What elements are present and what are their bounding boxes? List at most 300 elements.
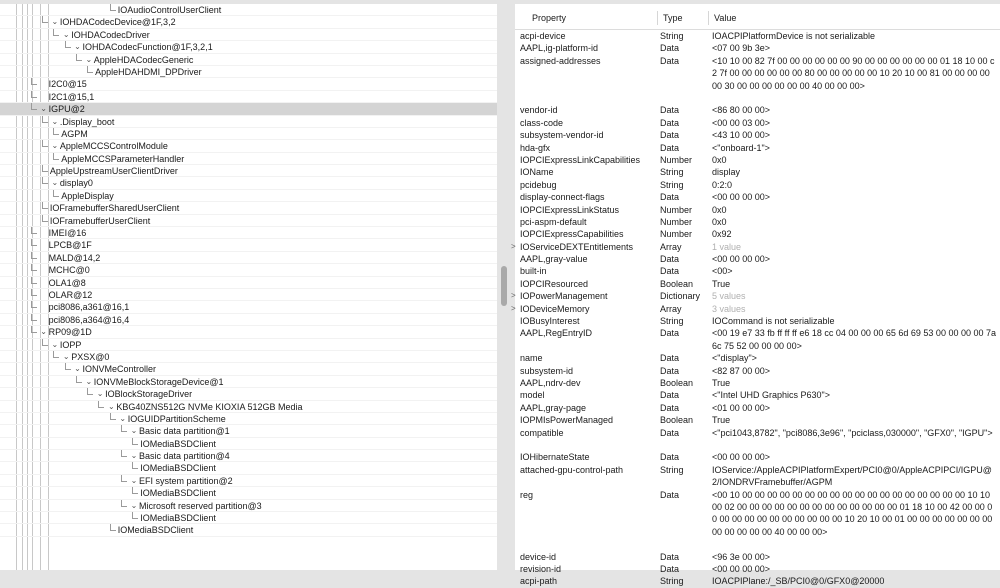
property-type: Data (660, 105, 680, 116)
disclosure-expanded-icon[interactable]: ⌄ (40, 327, 47, 337)
tree-row[interactable] (0, 314, 497, 326)
properties-table (511, 30, 1000, 588)
property-row[interactable] (515, 253, 1000, 265)
tree-connector-icon (120, 425, 129, 437)
tree-connector-icon (97, 401, 106, 413)
tree-row[interactable] (0, 524, 497, 536)
tree-node-label: IGPU@2 (48, 104, 85, 115)
tree-node-label: IONVMeController (82, 364, 157, 375)
tree-connector-icon (41, 140, 50, 152)
property-name-text: pcidebug (520, 179, 557, 190)
property-name-text: IOPCIExpressLinkCapabilities (520, 154, 641, 165)
property-name-text: device-id (520, 551, 557, 562)
tree-connector-icon (30, 277, 39, 289)
property-row[interactable] (515, 575, 1000, 587)
tree-node-label: IOGUIDPartitionScheme (127, 413, 226, 424)
property-row[interactable] (515, 166, 1000, 178)
tree-row[interactable] (0, 401, 497, 413)
column-header-type[interactable]: Type (663, 13, 683, 23)
property-type: Data (660, 130, 680, 141)
property-value: <10 10 00 82 7f 00 00 00 00 00 00 90 00 00 00 00 00 00 01 18 10 00 c2 7f 00 00 00 00 00 00 80 00 00 00 00 00 10 20 10 00 81 00 00 00 00 00 30 00 00 00 00 00 00 40 00 00 00> (712, 55, 995, 91)
tree-node-label: MCHC@0 (48, 265, 90, 276)
tree-node-label: AppleMCCSControlModule (59, 141, 168, 152)
tree-row[interactable] (0, 339, 497, 351)
property-name-text: IOPCIExpressCapabilities (520, 229, 624, 240)
tree-node-label: display0 (59, 178, 93, 189)
tree-node-label: AppleHDAHDMI_DPDriver (95, 66, 202, 77)
chevron-right-icon[interactable]: > (511, 303, 516, 313)
tree-row[interactable] (0, 116, 497, 128)
property-row[interactable] (515, 551, 1000, 563)
disclosure-expanded-icon[interactable]: ⌄ (51, 116, 59, 126)
property-type: Boolean (660, 278, 694, 289)
tree-node-label: IOFramebufferUserClient (49, 215, 151, 226)
property-type: Array (660, 303, 682, 314)
tree-node-label: AppleMCCSParameterHandler (61, 153, 185, 164)
tree-row[interactable] (0, 215, 497, 227)
property-type: Data (660, 353, 680, 364)
property-value: 0x0 (712, 204, 727, 215)
property-row[interactable] (515, 204, 1000, 216)
tree-row[interactable] (0, 425, 497, 437)
property-name-text: class-code (520, 117, 564, 128)
tree-node-label: pci8086,a361@16,1 (48, 302, 130, 313)
property-type: String (660, 179, 684, 190)
disclosure-expanded-icon[interactable]: ⌄ (85, 376, 93, 386)
property-name (520, 563, 652, 575)
tree-connector-icon (30, 289, 39, 301)
property-type: Number (660, 204, 693, 215)
column-header-value[interactable]: Value (714, 13, 737, 23)
disclosure-expanded-icon[interactable]: ⌄ (51, 141, 59, 151)
tree-row[interactable] (0, 252, 497, 264)
tree-connector-icon (52, 351, 61, 363)
tree-connector-icon (30, 239, 39, 251)
property-row[interactable] (515, 352, 1000, 364)
property-value: True (712, 415, 731, 426)
tree-row[interactable] (0, 165, 497, 177)
property-value: <00 00 00 00> (712, 192, 771, 203)
tree-row[interactable] (0, 500, 497, 512)
property-value: <00> (712, 266, 733, 277)
property-type: Number (660, 154, 693, 165)
property-name (520, 129, 652, 141)
tree-row[interactable] (0, 487, 497, 499)
property-value: IOService:/AppleACPIPlatformExpert/PCI0@0/AppleACPIPCI/IGPU@2/IONDRVFramebuffer/AGPM (712, 464, 992, 488)
property-row[interactable] (515, 451, 1000, 463)
property-value: <01 00 00 00> (712, 402, 771, 413)
tree-connector-icon (131, 462, 140, 474)
property-name (520, 427, 652, 439)
property-name-text: IOPCIExpressLinkStatus (520, 204, 620, 215)
tree-node-label: AppleHDACodecGeneric (93, 54, 194, 65)
disclosure-expanded-icon[interactable]: ⌄ (119, 413, 127, 423)
property-value: <00 10 00 00 00 00 00 00 00 00 00 00 00 00 00 00 00 00 00 00 10 10 00 02 00 00 00 00 00 00 00 00 00 00 00 00 00 01 18 10 00 42 00 00 00 00 00 00 00 00 00 00 00 00 00 10 20 10 00 01 00 00 00 00 00 00 00 00 00 00 00 00 40 00 00 00> (712, 489, 993, 537)
tree-connector-icon (120, 500, 129, 512)
tree-node-label: IONVMeBlockStorageDevice@1 (93, 376, 224, 387)
property-row[interactable] (515, 315, 1000, 327)
property-type: Data (660, 402, 680, 413)
property-row[interactable] (515, 464, 1000, 489)
property-name (520, 389, 652, 401)
property-row[interactable] (511, 241, 1000, 253)
property-row[interactable] (515, 265, 1000, 277)
tree-row[interactable] (0, 326, 497, 338)
property-name-text: name (520, 353, 543, 364)
property-value: <86 80 00 00> (712, 105, 771, 116)
tree-node-label: IOHDACodecFunction@1F,3,2,1 (82, 42, 213, 53)
property-value: <00 00 00 00> (712, 254, 771, 265)
tree-row[interactable] (0, 54, 497, 66)
property-row[interactable] (511, 303, 1000, 315)
property-type: String (660, 464, 684, 475)
tree-node-label: EFI system partition@2 (139, 475, 233, 486)
tree-connector-icon (52, 153, 61, 165)
property-row[interactable] (515, 30, 1000, 42)
tree-row[interactable] (0, 301, 497, 313)
tree-node-label: IOHDACodecDevice@1F,3,2 (59, 17, 176, 28)
property-name-text: pci-aspm-default (520, 216, 587, 227)
tree-row[interactable] (0, 66, 497, 78)
property-name-text: IOPCIResourced (520, 278, 589, 289)
property-type: Data (660, 142, 680, 153)
tree-connector-icon (30, 227, 39, 239)
scrollbar-thumb[interactable] (501, 266, 507, 306)
property-type: Boolean (660, 377, 694, 388)
tree-connector-icon (41, 116, 50, 128)
tree-row[interactable] (0, 4, 497, 16)
disclosure-expanded-icon[interactable]: ⌄ (51, 17, 59, 27)
tree-connector-icon (41, 177, 50, 189)
disclosure-expanded-icon[interactable]: ⌄ (74, 364, 81, 374)
registry-tree-pane[interactable] (0, 4, 497, 570)
tree-connector-icon (109, 413, 118, 425)
tree-row[interactable] (0, 438, 497, 450)
disclosure-expanded-icon[interactable]: ⌄ (74, 42, 81, 52)
tree-row[interactable] (0, 41, 497, 53)
tree-row[interactable] (0, 29, 497, 41)
property-type: Data (660, 266, 680, 277)
property-name (520, 278, 652, 290)
property-name (520, 265, 652, 277)
tree-connector-icon (86, 66, 95, 78)
property-name-text: IOHibernateState (520, 452, 590, 463)
tree-row[interactable] (0, 239, 497, 251)
property-name (511, 290, 652, 302)
tree-connector-icon (30, 252, 39, 264)
property-value: 5 values (712, 291, 746, 302)
property-value: 0x92 (712, 229, 732, 240)
property-value: display (712, 167, 741, 178)
property-name (520, 327, 652, 339)
property-type: Data (660, 390, 680, 401)
property-value: 0x0 (712, 216, 727, 227)
tree-node-label: RP09@1D (48, 327, 92, 338)
tree-connector-icon (41, 16, 50, 28)
property-row[interactable] (515, 377, 1000, 389)
tree-node-label: KBG40ZNS512G NVMe KIOXIA 512GB Media (116, 401, 303, 412)
property-name-text: built-in (520, 266, 547, 277)
property-name (520, 414, 652, 426)
tree-row[interactable] (0, 177, 497, 189)
tree-node-label: OLA1@8 (48, 277, 86, 288)
property-row[interactable] (515, 414, 1000, 426)
property-row[interactable] (515, 365, 1000, 377)
tree-connector-icon (52, 29, 61, 41)
tree-connector-icon (41, 339, 50, 351)
property-name (520, 253, 652, 265)
tree-connector-icon (30, 326, 39, 338)
property-name-text: IOPowerManagement (520, 291, 608, 302)
property-name (520, 377, 652, 389)
property-value: <07 00 9b 3e> (712, 43, 771, 54)
tree-row[interactable] (0, 103, 497, 115)
tree-connector-icon (64, 363, 73, 375)
tree-row[interactable] (0, 202, 497, 214)
property-row[interactable] (515, 389, 1000, 401)
property-name-text: AAPL,ndrv-dev (520, 377, 581, 388)
property-row[interactable] (515, 402, 1000, 414)
tree-node-label: Microsoft reserved partition@3 (139, 500, 262, 511)
property-value: 3 values (712, 303, 746, 314)
tree-node-label: Basic data partition@4 (139, 451, 230, 462)
property-value: 0:2:0 (712, 179, 733, 190)
chevron-right-icon[interactable]: > (511, 291, 516, 301)
property-value: <00 00 00 00> (712, 452, 771, 463)
property-value: <43 10 00 00> (712, 130, 771, 141)
tree-connector-icon (41, 215, 50, 227)
property-name (520, 551, 652, 563)
property-type: Number (660, 229, 693, 240)
tree-row[interactable] (0, 190, 497, 202)
tree-connector-icon (30, 314, 39, 326)
property-name (520, 575, 652, 587)
property-row[interactable] (515, 228, 1000, 240)
property-name (520, 489, 652, 501)
registry-tree (0, 4, 497, 537)
tree-connector-icon (75, 54, 84, 66)
tree-row[interactable] (0, 16, 497, 28)
tree-row[interactable] (0, 289, 497, 301)
property-row[interactable] (515, 327, 1000, 352)
disclosure-expanded-icon[interactable]: ⌄ (62, 29, 70, 39)
disclosure-expanded-icon[interactable]: ⌄ (85, 54, 93, 64)
tree-node-label: IMEI@16 (48, 228, 87, 239)
property-type: Data (660, 192, 680, 203)
property-name-text: IOName (520, 167, 554, 178)
tree-row[interactable] (0, 462, 497, 474)
tree-node-label: IOMediaBSDClient (140, 488, 216, 499)
property-name-text: subsystem-vendor-id (520, 130, 604, 141)
tree-node-label: IOAudioControlUserClient (117, 5, 222, 15)
property-name (520, 191, 652, 203)
property-name (520, 104, 652, 116)
tree-connector-icon (41, 202, 50, 214)
tree-connector-icon (75, 376, 84, 388)
tree-node-label: AppleDisplay (61, 190, 114, 201)
tree-node-label: IOHDACodecDriver (71, 29, 150, 40)
tree-connector-icon (131, 438, 140, 450)
property-name-text: acpi-path (520, 576, 558, 587)
property-value: <"onboard-1"> (712, 142, 770, 153)
tree-connector-icon (120, 475, 129, 487)
disclosure-expanded-icon[interactable]: ⌄ (51, 339, 59, 349)
property-name-text: model (520, 390, 545, 401)
tree-node-label: pci8086,a364@16,4 (48, 314, 130, 325)
properties-pane[interactable] (511, 4, 1000, 587)
property-row[interactable] (515, 179, 1000, 191)
chevron-right-icon[interactable]: > (511, 241, 516, 251)
tree-node-label: IOPP (59, 339, 82, 350)
property-type: Data (660, 551, 680, 562)
property-type: String (660, 316, 684, 327)
property-name (520, 142, 652, 154)
property-row[interactable] (515, 117, 1000, 129)
property-name (511, 303, 652, 315)
disclosure-expanded-icon[interactable]: ⌄ (130, 475, 138, 485)
property-row[interactable] (515, 216, 1000, 228)
property-name (520, 166, 652, 178)
tree-node-label: AGPM (61, 128, 88, 139)
property-row[interactable] (515, 191, 1000, 203)
column-header-property[interactable]: Property (532, 13, 567, 23)
property-row[interactable] (515, 42, 1000, 54)
property-type: Data (660, 328, 680, 339)
tree-connector-icon (109, 4, 118, 16)
tree-node-label: I2C1@15,1 (48, 91, 95, 102)
property-name (520, 402, 652, 414)
property-row[interactable] (515, 154, 1000, 166)
tree-row[interactable] (0, 140, 497, 152)
property-row[interactable] (511, 290, 1000, 302)
property-row[interactable] (515, 55, 1000, 105)
property-value: <"Intel UHD Graphics P630"> (712, 390, 830, 401)
property-type: Data (660, 365, 680, 376)
property-name-text: reg (520, 489, 534, 500)
tree-row[interactable] (0, 78, 497, 90)
property-name-text: vendor-id (520, 105, 558, 116)
tree-node-label: PXSX@0 (71, 351, 110, 362)
property-value: <82 87 00 00> (712, 365, 771, 376)
property-value: <00 00 03 00> (712, 117, 771, 128)
tree-node-label: IOBlockStorageDriver (105, 389, 193, 400)
property-value: <"display"> (712, 353, 757, 364)
property-name (520, 228, 652, 240)
disclosure-expanded-icon[interactable]: ⌄ (130, 500, 138, 510)
tree-row[interactable] (0, 413, 497, 425)
tree-row[interactable] (0, 376, 497, 388)
tree-row[interactable] (0, 227, 497, 239)
property-value: 1 value (712, 241, 742, 252)
disclosure-expanded-icon[interactable]: ⌄ (96, 389, 104, 399)
property-type: Data (660, 254, 680, 265)
tree-connector-icon (109, 524, 118, 536)
tree-connector-icon (41, 165, 50, 177)
property-value: <00 19 e7 33 fb ff ff ff e6 18 cc 04 00 00 00 65 6d 69 53 00 00 00 00 7a 6c 75 52 00 00 00 00> (712, 328, 996, 351)
property-type: Data (660, 489, 680, 500)
tree-connector-icon (30, 301, 39, 313)
property-name-text: AAPL,RegEntryID (520, 328, 593, 339)
tree-connector-icon (131, 487, 140, 499)
property-name-text: attached-gpu-control-path (520, 464, 624, 475)
tree-row[interactable] (0, 475, 497, 487)
tree-row[interactable] (0, 264, 497, 276)
property-type: Array (660, 241, 682, 252)
tree-node-label: .Display_boot (59, 116, 115, 127)
property-name-text: IOPMIsPowerManaged (520, 415, 614, 426)
tree-connector-icon (30, 78, 39, 90)
tree-row[interactable] (0, 512, 497, 524)
property-row[interactable] (515, 427, 1000, 452)
disclosure-expanded-icon[interactable]: ⌄ (108, 401, 115, 411)
property-type: String (660, 576, 684, 587)
property-name (520, 464, 652, 476)
tree-row[interactable] (0, 153, 497, 165)
property-row[interactable] (515, 489, 1000, 551)
property-type: Dictionary (660, 291, 701, 302)
tree-row[interactable] (0, 91, 497, 103)
property-type: String (660, 167, 684, 178)
disclosure-expanded-icon[interactable]: ⌄ (51, 178, 59, 188)
property-row[interactable] (515, 563, 1000, 575)
disclosure-expanded-icon[interactable]: ⌄ (62, 351, 70, 361)
property-name (520, 117, 652, 129)
property-name-text: IODeviceMemory (520, 303, 590, 314)
tree-node-label: IOMediaBSDClient (140, 438, 216, 449)
tree-row[interactable] (0, 363, 497, 375)
property-value: IOACPIPlane:/_SB/PCI0@0/GFX0@20000 (712, 576, 885, 587)
tree-connector-icon (30, 264, 39, 276)
tree-connector-icon (120, 450, 129, 462)
property-name (520, 30, 652, 42)
property-type: Boolean (660, 415, 694, 426)
property-name (520, 154, 652, 166)
property-name-text: hda-gfx (520, 142, 551, 153)
tree-row[interactable] (0, 277, 497, 289)
property-name (520, 179, 652, 191)
tree-node-label: IOMediaBSDClient (140, 513, 216, 524)
tree-row[interactable] (0, 351, 497, 363)
property-name-text: display-connect-flags (520, 192, 605, 203)
tree-connector-icon (64, 41, 73, 53)
property-row[interactable] (515, 278, 1000, 290)
property-name (520, 55, 652, 67)
tree-node-label: OLAR@12 (48, 289, 93, 300)
disclosure-expanded-icon[interactable]: ⌄ (130, 426, 138, 436)
property-name (520, 216, 652, 228)
property-type: Number (660, 216, 693, 227)
property-name (520, 365, 652, 377)
property-value: True (712, 278, 731, 289)
property-row[interactable] (515, 104, 1000, 116)
property-type: Data (660, 452, 680, 463)
property-row[interactable] (515, 142, 1000, 154)
tree-row[interactable] (0, 128, 497, 140)
property-type: Data (660, 43, 680, 54)
disclosure-expanded-icon[interactable]: ⌄ (40, 104, 47, 114)
property-value: IOCommand is not serializable (712, 316, 835, 327)
property-type: Data (660, 55, 680, 66)
property-name-text: acpi-device (520, 31, 566, 41)
property-name-text: AAPL,gray-value (520, 254, 588, 265)
tree-row[interactable] (0, 450, 497, 462)
property-row[interactable] (515, 129, 1000, 141)
tree-row[interactable] (0, 388, 497, 400)
tree-connector-icon (86, 388, 95, 400)
disclosure-expanded-icon[interactable]: ⌄ (130, 451, 138, 461)
tree-connector-icon (131, 512, 140, 524)
tree-node-label: IOMediaBSDClient (117, 525, 194, 536)
